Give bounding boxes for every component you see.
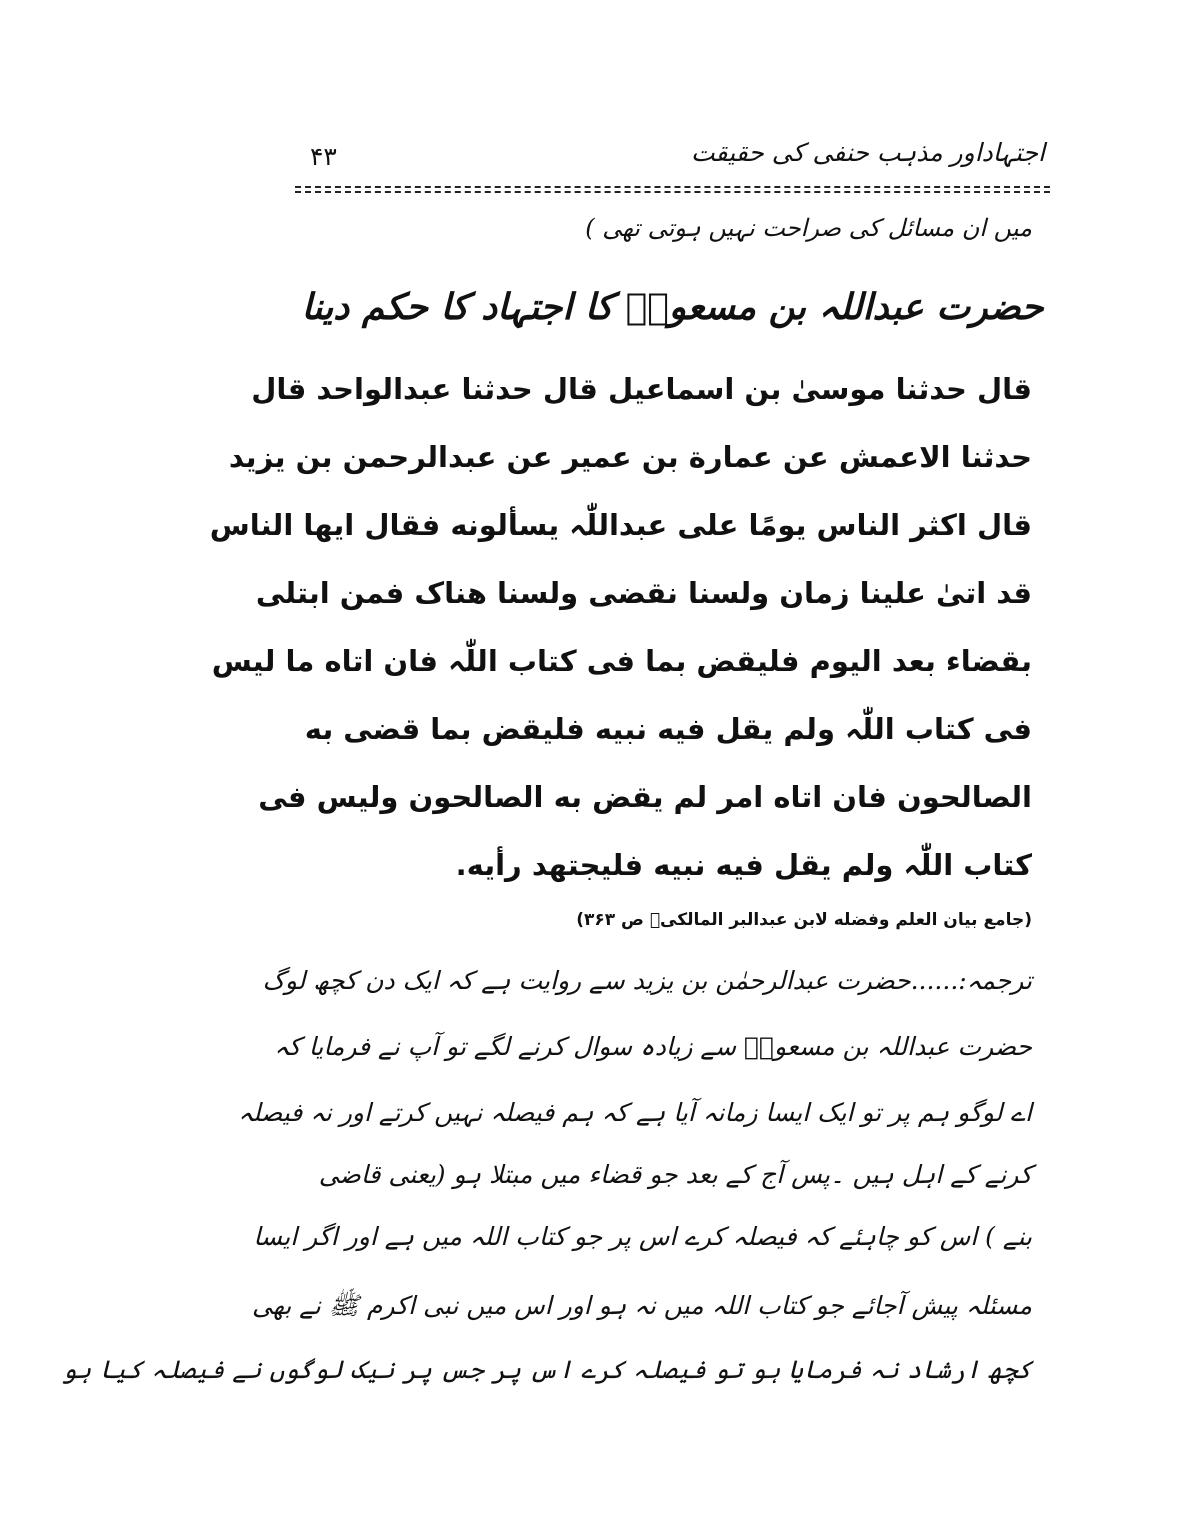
translation-line: اے لوگو ہم پر تو ایک ایسا زمانہ آیا ہے کہ ہم فیصلہ نہیں کرتے اور نہ فیصلہ — [238, 1098, 1032, 1127]
translation-line: کچھ ارشاد نہ فرمایا ہو تو فیصلہ کرے اس پر جس پر نیک لوگوں نے فیصلہ کیا ہو — [61, 1355, 1032, 1384]
arabic-line: فی کتاب اللّٰہ ولم یقل فیه نبیه فلیقض بما قضی به — [304, 712, 1032, 746]
running-header — [300, 138, 1045, 182]
source-citation: (جامع بیان العلم وفضله لابن عبدالبر المالکیؒ ص ۳۶۳) — [576, 910, 1032, 930]
translation-line: مسئلہ پیش آجائے جو کتاب اللہ میں نہ ہو اور اس میں نبی اکرم ﷺ نے بھی — [251, 1291, 1032, 1320]
page-number: ۴۳ — [310, 142, 337, 171]
arabic-line: کتاب اللّٰہ ولم یقل فیه نبیه فلیجتهد رأیه. — [455, 848, 1032, 882]
running-header-title: اجتہاداور مذہب حنفی کی حقیقت — [691, 138, 1045, 167]
header-rule-top — [295, 186, 1050, 188]
section-heading: حضرت عبداللہ بن مسعودؓ کا اجتہاد کا حکم دینا — [301, 286, 1044, 328]
intro-line: میں ان مسائل کی صراحت نہیں ہوتی تھی ) — [585, 214, 1032, 242]
translation-line: ترجمہ:......حضرت عبدالرحمٰن بن یزید سے روایت ہے کہ ایک دن کچھ لوگ — [262, 966, 1032, 995]
arabic-line: قد اتیٰ علینا زمان ولسنا نقضی ولسنا هناک فمن ابتلی — [255, 576, 1032, 610]
translation-line: حضرت عبداللہ بن مسعودؓ سے زیادہ سوال کرنے لگے تو آپ نے فرمایا کہ — [274, 1032, 1032, 1061]
arabic-line: قال اکثر الناس یومًا علی عبداللّٰہ یسألونه فقال ایها الناس — [209, 508, 1032, 542]
arabic-line: الصالحون فان اتاه امر لم یقض به الصالحون ولیس فی — [258, 780, 1032, 814]
header-rule-bottom — [295, 191, 1050, 193]
arabic-line: قال حدثنا موسیٰ بن اسماعیل قال حدثنا عبدالواحد قال — [251, 372, 1032, 406]
translation-line: بنے ) اس کو چاہئے کہ فیصلہ کرے اس پر جو کتاب اللہ میں ہے اور اگر ایسا — [253, 1222, 1032, 1251]
arabic-line: حدثنا الاعمش عن عمارة بن عمیر عن عبدالرحمن بن یزید — [228, 440, 1032, 474]
arabic-line: بقضاء بعد الیوم فلیقض بما فی کتاب اللّٰہ فان اتاه ما لیس — [211, 644, 1032, 678]
translation-line: کرنے کے اہل ہیں ۔پس آج کے بعد جو قضاء میں مبتلا ہو (یعنی قاضی — [318, 1160, 1032, 1189]
